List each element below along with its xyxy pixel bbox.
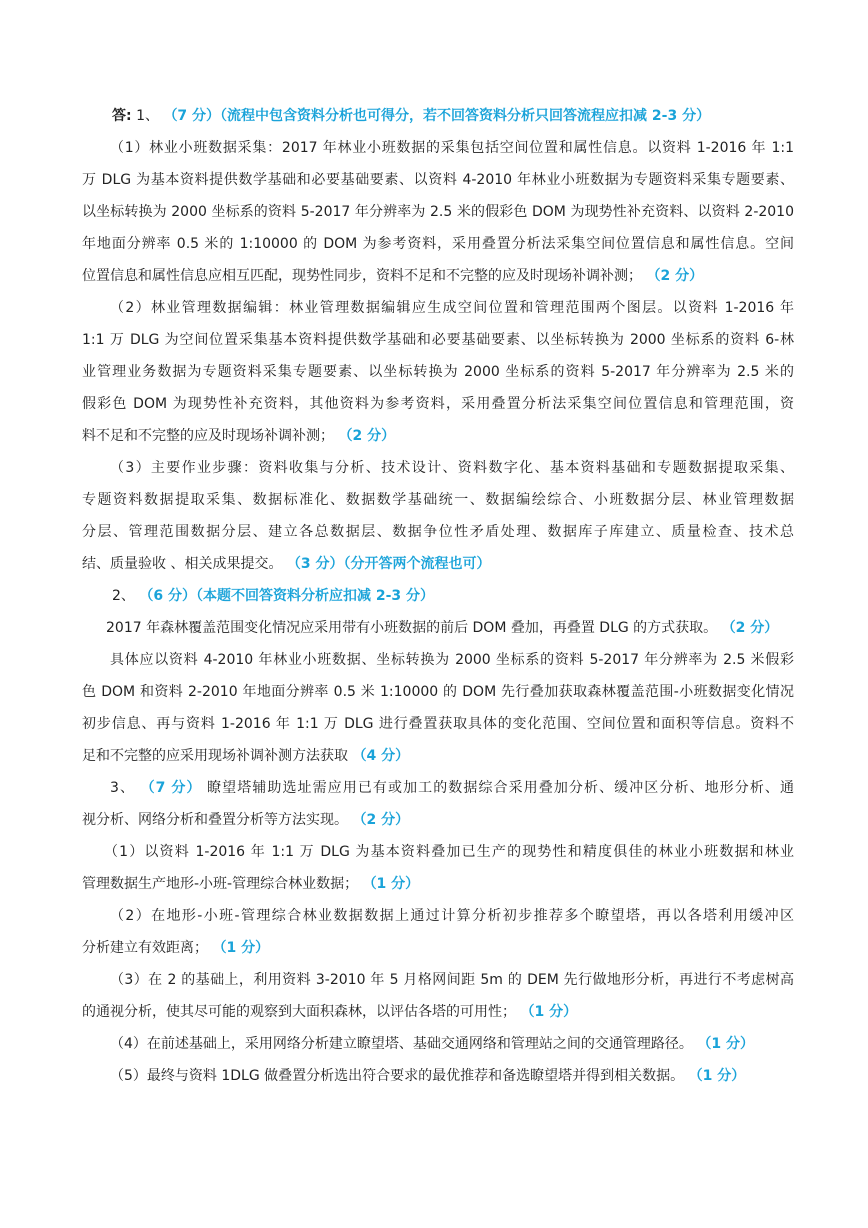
q3-step1-score: （1 分） <box>362 876 420 892</box>
q3-step4-text: （4）在前述基础上，采用网络分析建立瞭望塔、基础交通网络和管理站之间的交通管理路径。 <box>110 1036 693 1052</box>
q1-part3-score: （3 分）（分开答两个流程也可） <box>286 556 491 572</box>
q1-part2-line-last <box>82 420 794 452</box>
q2-para1-text: 2017 年森林覆盖范围变化情况应采用带有小班数据的前后 DOM 叠加，再叠置 DLG 的方式获取。 <box>106 620 718 636</box>
q3-step3-text: 的通视分析，使其尽可能的观察到大面积森林，以评估各塔的可用性； <box>82 1004 516 1020</box>
q1-part3-text: 结、质量验收 、相关成果提交。 <box>82 556 283 572</box>
q3-intro-score: （2 分） <box>352 812 410 828</box>
q3-step4-score: （1 分） <box>697 1036 754 1052</box>
q1-part1-line: 年地面分辨率 0.5 米的 1:10000 的 DOM 为参考资料，采用叠置分析法采集空间位置信息和属性信息。空间 <box>82 236 794 252</box>
q1-part1-line: 以坐标转换为 2000 坐标系的资料 5-2017 年分辨率为 2.5 米的假彩色 DOM 为现势性补充资料、以资料 2-2010 <box>82 204 794 220</box>
q2-para2-line: 具体应以资料 4-2010 年林业小班数据、坐标转换为 2000 坐标系的资料 5-2017 年分辨率为 2.5 米假彩 <box>110 652 794 668</box>
q2-para2-line: 色 DOM 和资料 2-2010 年地面分辨率 0.5 米 1:10000 的 DOM 先行叠加获取森林覆盖范围-小班数据变化情况 <box>82 684 794 700</box>
q3-step5-text: （5）最终与资料 1DLG 做叠置分析选出符合要求的最优推荐和备选瞭望塔并得到相关数据。 <box>110 1068 685 1084</box>
q1-part3-line: （3）主要作业步骤：资料收集与分析、技术设计、资料数字化、基本资料基础和专题数据提取采集、 <box>110 460 794 476</box>
q1-part1-line-last <box>82 260 794 292</box>
q2-para2-line: 初步信息、再与资料 1-2016 年 1:1 万 DLG 进行叠置获取具体的变化范围、空间位置和面积等信息。资料不 <box>82 716 794 732</box>
q1-part1-line: 万 DLG 为基本资料提供数学基础和必要基础要素、以资料 4-2010 年林业小班数据为专题资料采集专题要素、 <box>82 172 794 188</box>
q1-part2-line: 1:1 万 DLG 为空间位置采集基本资料提供数学基础和必要基础要素、以坐标转换为 2000 坐标系的资料 6-林 <box>82 332 794 348</box>
q2-heading <box>82 580 794 612</box>
q1-number: 1、 <box>136 108 159 124</box>
q3-step3-line-last <box>82 996 794 1028</box>
q3-step1-text: 管理数据生产地形-小班-管理综合林业数据； <box>82 876 359 892</box>
q2-score-note: （6 分）（本题不回答资料分析应扣减 2-3 分） <box>139 588 435 604</box>
answer-label: 答: <box>112 108 132 124</box>
q2-para1-score: （2 分） <box>721 620 779 636</box>
answer-document <box>82 100 794 1092</box>
q3-step5-score: （1 分） <box>688 1068 746 1084</box>
q3-step5 <box>82 1060 794 1092</box>
q1-part3-line-last <box>82 548 794 580</box>
q1-part1-line: （1）林业小班数据采集：2017 年林业小班数据的采集包括空间位置和属性信息。以资料 1-2016 年 1:1 <box>110 140 794 156</box>
q3-step2-text: 分析建立有效距离； <box>82 940 208 956</box>
q1-part2-line: 假彩色 DOM 为现势性补充资料，其他资料为参考资料，采用叠置分析法采集空间位置信息和管理范围，资 <box>82 396 794 412</box>
q2-number: 2、 <box>112 588 135 604</box>
q3-heading <box>82 772 794 804</box>
q2-para1 <box>82 612 794 644</box>
q3-step2-line: （2）在地形-小班-管理综合林业数据数据上通过计算分析初步推荐多个瞭望塔，再以各塔利用缓冲区 <box>110 908 794 924</box>
q2-para2-text: 足和不完整的应采用现场补调补测方法获取 <box>82 748 348 764</box>
q1-part2-line: （2）林业管理数据编辑：林业管理数据编辑应生成空间位置和管理范围两个图层。以资料 1-2016 年 <box>110 300 794 316</box>
q3-step1-line: （1）以资料 1-2016 年 1:1 万 DLG 为基本资料叠加已生产的现势性和精度俱佳的林业小班数据和林业 <box>104 844 794 860</box>
q2-para2-line-last <box>82 740 794 772</box>
q3-step3-line: （3）在 2 的基础上，利用资料 3-2010 年 5 月格网间距 5m 的 DEM 先行做地形分析，再进行不考虑树高 <box>110 972 794 988</box>
q3-step2-score: （1 分） <box>212 940 270 956</box>
q1-part3-line: 分层、管理范围数据分层、建立各总数据层、数据争位性矛盾处理、数据库子库建立、质量检查、技术总 <box>82 524 794 540</box>
q1-score-note: （7 分）（流程中包含资料分析也可得分，若不回答资料分析只回答流程应扣减 2-3 分） <box>163 108 711 124</box>
q2-para2-score: （4 分） <box>352 748 410 764</box>
q1-part1-text: 位置信息和属性信息应相互匹配，现势性同步，资料不足和不完整的应及时现场补调补测； <box>82 268 642 284</box>
q1-part1-score: （2 分） <box>646 268 704 284</box>
q3-number: 3、 <box>110 780 136 796</box>
q1-part2-score: （2 分） <box>338 428 396 444</box>
q1-heading <box>82 100 794 132</box>
q1-part3-line: 专题资料数据提取采集、数据标准化、数据数学基础统一、数据编绘综合、小班数据分层、林业管理数据 <box>82 492 794 508</box>
q3-intro-text: 瞭望塔辅助选址需应用已有或加工的数据综合采用叠加分析、缓冲区分析、地形分析、通 <box>207 780 794 796</box>
q3-intro-text: 视分析、网络分析和叠置分析等方法实现。 <box>82 812 348 828</box>
q3-step3-score: （1 分） <box>520 1004 578 1020</box>
q3-intro-line-last <box>82 804 794 836</box>
q3-step4 <box>82 1028 794 1060</box>
q1-part2-text: 料不足和不完整的应及时现场补调补测； <box>82 428 334 444</box>
q3-score-note: （7 分） <box>140 780 202 796</box>
q1-part2-line: 业管理业务数据为专题资料采集专题要素、以坐标转换为 2000 坐标系的资料 5-2017 年分辨率为 2.5 米的 <box>82 364 794 380</box>
q3-step1-line-last <box>82 868 794 900</box>
q3-step2-line-last <box>82 932 794 964</box>
